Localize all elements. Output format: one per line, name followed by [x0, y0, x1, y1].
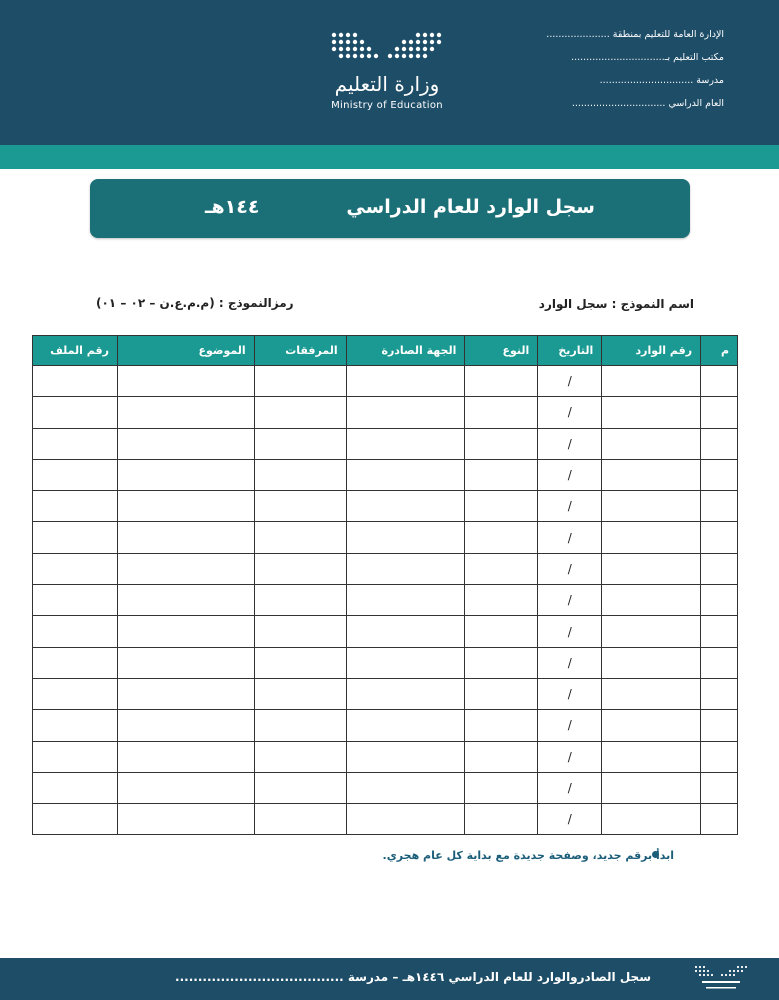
logo-dots-icon	[330, 30, 444, 66]
cell-serial[interactable]	[701, 428, 738, 459]
col-header-issuer: الجهة الصادرة	[346, 336, 465, 366]
cell-incoming-number[interactable]	[602, 459, 701, 490]
table-row	[33, 428, 738, 459]
header-info-lines	[474, 28, 724, 120]
cell-issuer[interactable]	[346, 804, 465, 835]
cell-type[interactable]	[465, 459, 538, 490]
cell-subject[interactable]	[117, 741, 254, 772]
cell-date[interactable]: /	[538, 366, 602, 397]
cell-subject[interactable]	[117, 428, 254, 459]
table-row	[33, 397, 738, 428]
cell-serial[interactable]	[701, 553, 738, 584]
table-row	[33, 647, 738, 678]
cell-issuer[interactable]	[346, 428, 465, 459]
cell-issuer[interactable]	[346, 772, 465, 803]
cell-incoming-number[interactable]	[602, 397, 701, 428]
cell-date[interactable]: /	[538, 772, 602, 803]
cell-serial[interactable]	[701, 804, 738, 835]
cell-attachments[interactable]	[254, 741, 346, 772]
school-line: مدرسة ...............................	[599, 75, 724, 86]
logo-english-text: Ministry of Education	[331, 100, 443, 111]
cell-attachments[interactable]	[254, 710, 346, 741]
cell-file-number[interactable]	[33, 428, 118, 459]
col-header-attachments: المرفقات	[254, 336, 346, 366]
cell-date[interactable]: /	[538, 710, 602, 741]
cell-serial[interactable]	[701, 397, 738, 428]
cell-type[interactable]	[465, 522, 538, 553]
cell-date[interactable]: /	[538, 428, 602, 459]
cell-date[interactable]: /	[538, 397, 602, 428]
cell-attachments[interactable]	[254, 647, 346, 678]
cell-issuer[interactable]	[346, 491, 465, 522]
table-row	[33, 678, 738, 709]
cell-incoming-number[interactable]	[602, 491, 701, 522]
cell-date[interactable]: /	[538, 804, 602, 835]
form-code: رمزالنموذج : (م.م.ع.ن – ٠٢ – ٠١)	[96, 296, 294, 310]
cell-subject[interactable]	[117, 491, 254, 522]
cell-attachments[interactable]	[254, 366, 346, 397]
cell-issuer[interactable]	[346, 678, 465, 709]
table-row	[33, 491, 738, 522]
cell-date[interactable]: /	[538, 678, 602, 709]
footer-text: سجل الصادروالوارد للعام الدراسي ١٤٤٦هـ – مدرسة .....................................	[175, 970, 651, 984]
cell-serial[interactable]	[701, 772, 738, 803]
cell-type[interactable]	[465, 553, 538, 584]
cell-issuer[interactable]	[346, 397, 465, 428]
page-header	[0, 0, 779, 145]
cell-file-number[interactable]	[33, 397, 118, 428]
cell-type[interactable]	[465, 428, 538, 459]
cell-attachments[interactable]	[254, 491, 346, 522]
cell-issuer[interactable]	[346, 459, 465, 490]
cell-type[interactable]	[465, 772, 538, 803]
cell-serial[interactable]	[701, 585, 738, 616]
table-row	[33, 522, 738, 553]
cell-type[interactable]	[465, 585, 538, 616]
cell-serial[interactable]	[701, 459, 738, 490]
cell-attachments[interactable]	[254, 804, 346, 835]
cell-type[interactable]	[465, 741, 538, 772]
cell-attachments[interactable]	[254, 678, 346, 709]
cell-file-number[interactable]	[33, 616, 118, 647]
cell-file-number[interactable]	[33, 459, 118, 490]
col-header-date: التاريخ	[538, 336, 602, 366]
cell-issuer[interactable]	[346, 522, 465, 553]
cell-date[interactable]: /	[538, 616, 602, 647]
title-banner	[90, 179, 690, 238]
cell-serial[interactable]	[701, 522, 738, 553]
cell-incoming-number[interactable]	[602, 366, 701, 397]
cell-incoming-number[interactable]	[602, 553, 701, 584]
cell-incoming-number[interactable]	[602, 647, 701, 678]
page-title: سجل الوارد للعام الدراسي	[346, 196, 595, 218]
cell-issuer[interactable]	[346, 616, 465, 647]
cell-serial[interactable]	[701, 491, 738, 522]
cell-attachments[interactable]	[254, 553, 346, 584]
col-header-type: النوع	[465, 336, 538, 366]
cell-file-number[interactable]	[33, 710, 118, 741]
cell-attachments[interactable]	[254, 459, 346, 490]
cell-subject[interactable]	[117, 647, 254, 678]
cell-serial[interactable]	[701, 616, 738, 647]
incoming-register-table	[32, 335, 738, 835]
cell-type[interactable]	[465, 678, 538, 709]
table-row	[33, 459, 738, 490]
table-row	[33, 366, 738, 397]
cell-type[interactable]	[465, 710, 538, 741]
logo-arabic-text: وزارة التعليم	[334, 72, 440, 96]
cell-date[interactable]: /	[538, 585, 602, 616]
cell-file-number[interactable]	[33, 804, 118, 835]
table-row	[33, 553, 738, 584]
page-footer	[0, 958, 779, 1000]
cell-file-number[interactable]	[33, 522, 118, 553]
col-header-subject: الموضوع	[117, 336, 254, 366]
instruction-note: ابدأ برقم جديد، وصفحة جديدة مع بداية كل عام هجري.	[382, 849, 674, 862]
academic-year-line: العام الدراسي ...............................	[571, 98, 724, 109]
cell-subject[interactable]	[117, 585, 254, 616]
cell-issuer[interactable]	[346, 647, 465, 678]
cell-attachments[interactable]	[254, 428, 346, 459]
table-row	[33, 585, 738, 616]
cell-serial[interactable]	[701, 678, 738, 709]
cell-attachments[interactable]	[254, 397, 346, 428]
cell-subject[interactable]	[117, 522, 254, 553]
title-year: ١٤٤هـ	[205, 196, 260, 218]
cell-file-number[interactable]	[33, 772, 118, 803]
col-header-file-number: رقم الملف	[33, 336, 118, 366]
cell-date[interactable]: /	[538, 522, 602, 553]
cell-file-number[interactable]	[33, 366, 118, 397]
cell-file-number[interactable]	[33, 741, 118, 772]
cell-attachments[interactable]	[254, 616, 346, 647]
cell-subject[interactable]	[117, 804, 254, 835]
ministry-logo	[322, 30, 452, 115]
col-header-serial: م	[701, 336, 738, 366]
cell-type[interactable]	[465, 616, 538, 647]
header-stripe	[0, 145, 779, 169]
cell-date[interactable]: /	[538, 459, 602, 490]
cell-file-number[interactable]	[33, 585, 118, 616]
col-header-incoming-number: رقم الوارد	[602, 336, 701, 366]
cell-attachments[interactable]	[254, 772, 346, 803]
cell-subject[interactable]	[117, 616, 254, 647]
table-body	[33, 366, 738, 835]
table-row	[33, 772, 738, 803]
cell-type[interactable]	[465, 804, 538, 835]
cell-incoming-number[interactable]	[602, 585, 701, 616]
office-line: مكتب التعليم بـ...............................	[571, 52, 724, 63]
cell-attachments[interactable]	[254, 522, 346, 553]
cell-incoming-number[interactable]	[602, 616, 701, 647]
cell-serial[interactable]	[701, 741, 738, 772]
table-row	[33, 804, 738, 835]
cell-file-number[interactable]	[33, 491, 118, 522]
cell-subject[interactable]	[117, 397, 254, 428]
cell-type[interactable]	[465, 647, 538, 678]
cell-date[interactable]: /	[538, 491, 602, 522]
cell-serial[interactable]	[701, 647, 738, 678]
cell-issuer[interactable]	[346, 553, 465, 584]
cell-serial[interactable]	[701, 710, 738, 741]
cell-incoming-number[interactable]	[602, 772, 701, 803]
region-line: الإدارة العامة للتعليم بمنطقة .....................	[546, 29, 724, 40]
cell-file-number[interactable]	[33, 678, 118, 709]
cell-serial[interactable]	[701, 366, 738, 397]
cell-incoming-number[interactable]	[602, 522, 701, 553]
cell-issuer[interactable]	[346, 710, 465, 741]
cell-subject[interactable]	[117, 772, 254, 803]
cell-issuer[interactable]	[346, 741, 465, 772]
cell-incoming-number[interactable]	[602, 710, 701, 741]
cell-incoming-number[interactable]	[602, 678, 701, 709]
cell-type[interactable]	[465, 397, 538, 428]
cell-type[interactable]	[465, 491, 538, 522]
table-row	[33, 616, 738, 647]
cell-file-number[interactable]	[33, 647, 118, 678]
cell-subject[interactable]	[117, 459, 254, 490]
cell-date[interactable]: /	[538, 741, 602, 772]
cell-file-number[interactable]	[33, 553, 118, 584]
table-row	[33, 710, 738, 741]
cell-incoming-number[interactable]	[602, 804, 701, 835]
footer-logo-icon	[692, 963, 750, 995]
table-header-row	[33, 336, 738, 366]
cell-subject[interactable]	[117, 553, 254, 584]
cell-subject[interactable]	[117, 366, 254, 397]
cell-subject[interactable]	[117, 710, 254, 741]
cell-date[interactable]: /	[538, 553, 602, 584]
table-row	[33, 741, 738, 772]
cell-date[interactable]: /	[538, 647, 602, 678]
cell-subject[interactable]	[117, 678, 254, 709]
cell-type[interactable]	[465, 366, 538, 397]
cell-incoming-number[interactable]	[602, 741, 701, 772]
form-name: اسم النموذج : سجل الوارد	[538, 297, 694, 311]
cell-issuer[interactable]	[346, 585, 465, 616]
cell-incoming-number[interactable]	[602, 428, 701, 459]
cell-issuer[interactable]	[346, 366, 465, 397]
cell-attachments[interactable]	[254, 585, 346, 616]
